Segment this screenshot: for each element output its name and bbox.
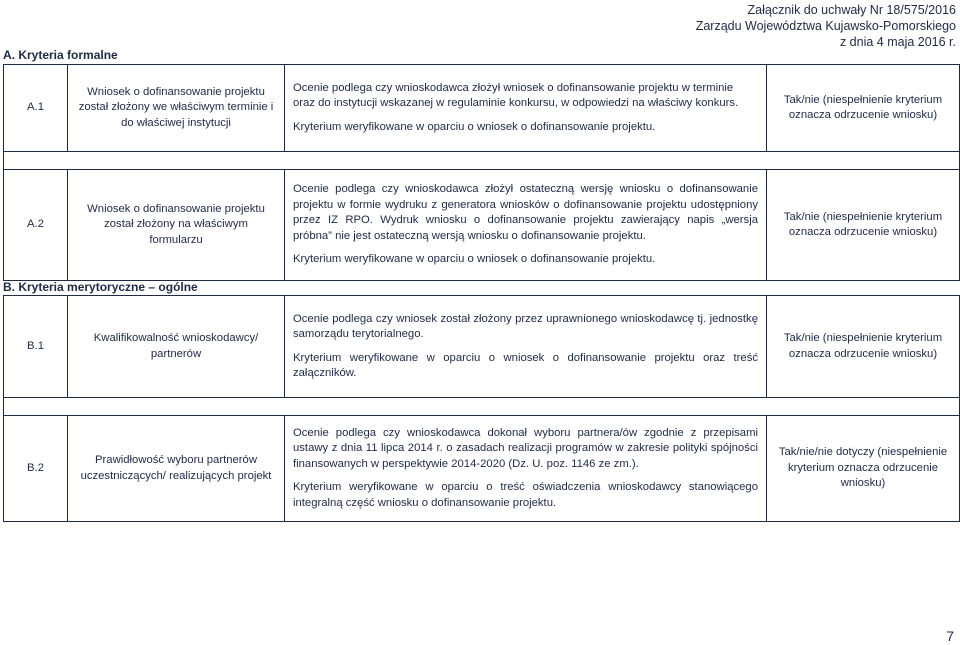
table-row (4, 416, 960, 522)
table-row (4, 170, 960, 281)
criterion-result: Tak/nie (niespełnienie kryterium oznacza odrzucenie wniosku) (767, 296, 960, 398)
criterion-code: B.2 (4, 416, 68, 522)
section-b-table (3, 295, 960, 522)
section-b-title: B. Kryteria merytoryczne – ogólne (3, 280, 198, 294)
criterion-code: A.2 (4, 170, 68, 281)
header-line-1: Załącznik do uchwały Nr 18/575/2016 (747, 3, 956, 17)
criterion-description (285, 65, 767, 152)
criterion-name: Wniosek o dofinansowanie projektu został złożony we właściwym terminie i do właściwej instytucji (68, 65, 285, 152)
criterion-code: A.1 (4, 65, 68, 152)
criterion-description (285, 170, 767, 281)
row-spacer (4, 152, 960, 170)
row-spacer (4, 398, 960, 416)
criterion-name: Prawidłowość wyboru partnerów uczestniczących/ realizujących projekt (68, 416, 285, 522)
criterion-result: Tak/nie (niespełnienie kryterium oznacza odrzucenie wniosku) (767, 65, 960, 152)
criterion-result: Tak/nie/nie dotyczy (niespełnienie kryterium oznacza odrzucenie wniosku) (767, 416, 960, 522)
description-text: Ocenie podlega czy wnioskodawca złożył wniosek o dofinansowanie projektu w terminie oraz do instytucji wskazanej w regulaminie konkursu, w odpowiedzi na właściwy konkurs. (293, 81, 739, 110)
criterion-name: Wniosek o dofinansowanie projektu został złożony na właściwym formularzu (68, 170, 285, 281)
table-row (4, 65, 960, 152)
criterion-result: Tak/nie (niespełnienie kryterium oznacza odrzucenie wniosku) (767, 170, 960, 281)
description-text: Ocenie podlega czy wniosek został złożony przez uprawnionego wnioskodawcę tj. jednostkę samorządu terytorialnego. (293, 312, 758, 340)
page-number: 7 (946, 628, 954, 644)
section-a-table (3, 64, 960, 281)
verification-text: Kryterium weryfikowane w oparciu o wniosek o dofinansowanie projektu. (293, 253, 656, 266)
criterion-description (285, 416, 767, 522)
criterion-name: Kwalifikowalność wnioskodawcy/ partnerów (68, 296, 285, 398)
verification-text: Kryterium weryfikowane w oparciu o wniosek o dofinansowanie projektu oraz treść załączników. (293, 351, 758, 379)
criterion-description (285, 296, 767, 398)
header-line-3: z dnia 4 maja 2016 r. (839, 35, 956, 49)
verification-text: Kryterium weryfikowane w oparciu o wniosek o dofinansowanie projektu. (293, 120, 656, 133)
section-a-title: A. Kryteria formalne (3, 48, 118, 62)
document-header (696, 2, 956, 50)
table-row (4, 296, 960, 398)
description-text: Ocenie podlega czy wnioskodawca dokonał wyboru partnera/ów zgodnie z przepisami ustawy z dnia 11 lipca 2014 r. o zasadach realizacji programów w zakresie polityki spójności finansowanych w perspektywie 2014-2020 (Dz. U. poz. 1146 ze zm.). (293, 426, 758, 470)
description-text: Ocenie podlega czy wnioskodawca złożył ostateczną wersję wniosku o dofinansowanie projektu w formie wydruku z generatora wniosków o dofinansowanie projektu udostępniony przez IZ RPO. Wydruk wniosku o dofinansowanie projektu zawierający napis „wersja próbna” nie jest ostateczną wersją wniosku o dofinansowanie projektu. (293, 183, 758, 242)
verification-text: Kryterium weryfikowane w oparciu o treść oświadczenia wnioskodawcy stanowiącego integralną część wniosku o dofinansowanie projektu. (293, 481, 758, 509)
criterion-code: B.1 (4, 296, 68, 398)
header-line-2: Zarządu Województwa Kujawsko-Pomorskiego (695, 19, 956, 33)
